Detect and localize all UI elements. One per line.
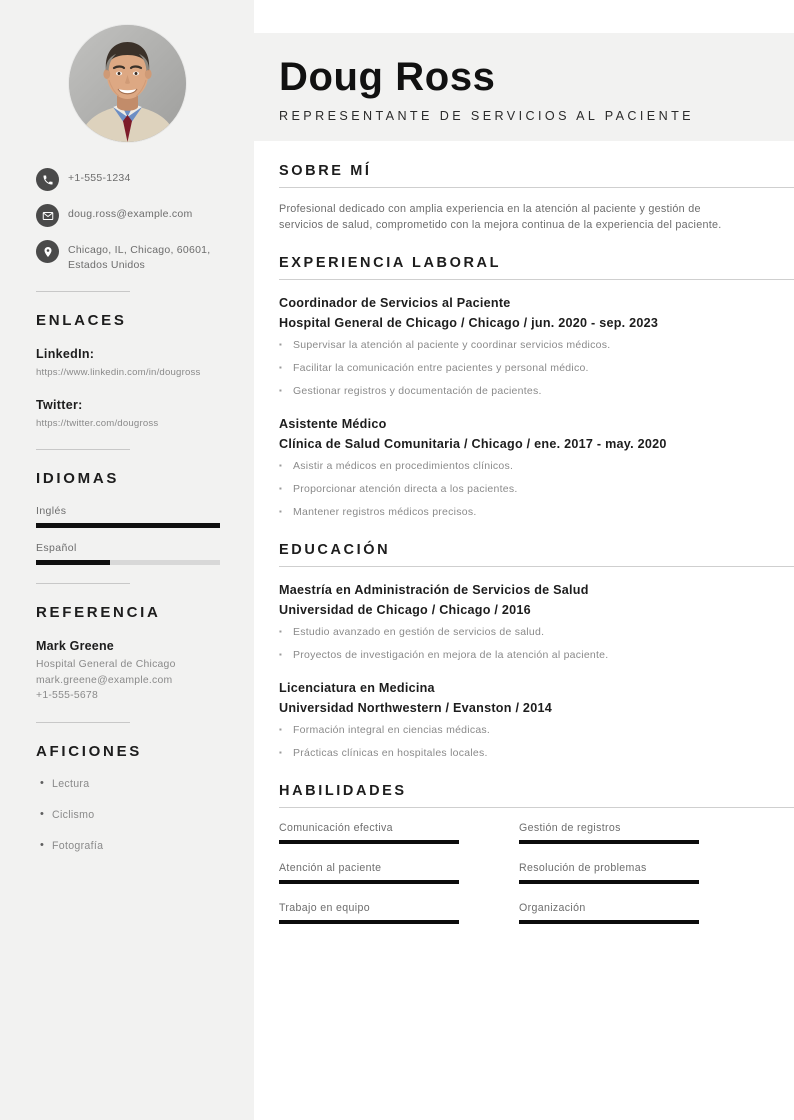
skill-level-track <box>279 840 459 844</box>
phone-icon <box>36 168 59 191</box>
sidebar-divider <box>36 449 130 450</box>
skill-name: Comunicación efectiva <box>279 822 393 834</box>
section-about <box>279 163 794 233</box>
email-icon <box>36 204 59 227</box>
language-level-fill <box>36 523 220 528</box>
skills-grid <box>279 822 794 942</box>
entry-title: Asistente Médico <box>279 417 387 431</box>
entry-bullet: ▪ Asistir a médicos en procedimientos clínicos. <box>279 459 794 474</box>
entry-title: Maestría en Administración de Servicios de Salud <box>279 583 589 597</box>
entry-bullet: ▪ Mantener registros médicos precisos. <box>279 505 794 520</box>
skill-name: Trabajo en equipo <box>279 902 370 914</box>
link-url-twitter[interactable]: https://twitter.com/dougross <box>36 418 159 429</box>
entry-bullet: ▪ Formación integral en ciencias médicas. <box>279 723 794 738</box>
contact-phone-value: +1-555-1234 <box>68 172 131 184</box>
contact-row-phone[interactable] <box>36 168 240 191</box>
skill-name: Gestión de registros <box>519 822 621 834</box>
reference-name: Mark Greene <box>36 639 114 653</box>
list-item: • Ciclismo <box>40 809 238 821</box>
sidebar <box>0 0 254 1120</box>
skill-item <box>279 862 459 884</box>
main-sections <box>254 163 794 942</box>
link-label-twitter: Twitter: <box>36 398 83 412</box>
skill-level-fill <box>279 920 459 924</box>
job-title: REPRESENTANTE DE SERVICIOS AL PACIENTE <box>279 109 694 123</box>
skill-level-track <box>519 840 699 844</box>
contact-email-value: doug.ross@example.com <box>68 208 193 220</box>
reference-block <box>0 639 254 704</box>
list-item: • Lectura <box>40 778 238 790</box>
skill-level-fill <box>519 880 699 884</box>
entry-bullet: ▪ Proyectos de investigación en mejora de la atención al paciente. <box>279 648 794 663</box>
entry-bullet: ▪ Proporcionar atención directa a los pacientes. <box>279 482 794 497</box>
skill-level-fill <box>519 920 699 924</box>
section-skills <box>279 783 794 942</box>
entry-meta: Hospital General de Chicago / Chicago / jun. 2020 - sep. 2023 <box>279 316 659 330</box>
entry-title: Coordinador de Servicios al Paciente <box>279 296 511 310</box>
section-rule <box>279 807 794 808</box>
sidebar-heading-reference: REFERENCIA <box>36 604 161 621</box>
skill-name: Atención al paciente <box>279 862 382 874</box>
section-experience <box>279 255 794 520</box>
section-heading-experience: EXPERIENCIA LABORAL <box>279 255 502 271</box>
skill-level-track <box>519 880 699 884</box>
section-heading-about: SOBRE MÍ <box>279 163 372 179</box>
sidebar-divider <box>36 722 130 723</box>
section-rule <box>279 566 794 567</box>
entry-bullet: ▪ Supervisar la atención al paciente y coordinar servicios médicos. <box>279 338 794 353</box>
skill-level-fill <box>279 880 459 884</box>
sidebar-heading-links: ENLACES <box>36 312 127 329</box>
contact-list <box>0 168 254 273</box>
language-name: Español <box>36 542 77 554</box>
profile-photo <box>69 25 186 142</box>
section-heading-education: EDUCACIÓN <box>279 542 391 558</box>
about-text: Profesional dedicado con amplia experiencia en la atención al paciente y gestión de servicios de salud, comprometido con la mejora continua de la experiencia del paciente. <box>279 203 722 231</box>
header-band <box>254 33 794 141</box>
contact-location-value: Chicago, IL, Chicago, 60601, Estados Unidos <box>68 244 211 271</box>
language-item-english <box>0 505 254 528</box>
language-item-spanish <box>0 542 254 565</box>
sidebar-heading-hobbies: AFICIONES <box>36 742 142 760</box>
contact-row-email[interactable] <box>36 204 240 227</box>
skill-level-fill <box>519 840 699 844</box>
language-name: Inglés <box>36 505 67 517</box>
skill-level-fill <box>279 840 459 844</box>
skill-name: Resolución de problemas <box>519 862 647 874</box>
entry-title: Licenciatura en Medicina <box>279 681 435 695</box>
experience-entry <box>279 415 794 520</box>
location-icon <box>36 240 59 263</box>
experience-entry <box>279 294 794 399</box>
skill-level-track <box>279 920 459 924</box>
link-label-linkedin: LinkedIn: <box>36 347 95 361</box>
skill-item <box>279 902 459 924</box>
reference-company: Hospital General de Chicago <box>36 659 176 670</box>
hobby-list <box>0 778 254 852</box>
skill-item <box>519 862 699 884</box>
language-level-track <box>36 523 220 528</box>
reference-email[interactable]: mark.greene@example.com <box>36 674 173 686</box>
link-item-linkedin[interactable] <box>0 347 254 380</box>
sidebar-divider <box>36 291 130 292</box>
skill-level-track <box>519 920 699 924</box>
entry-bullet: ▪ Estudio avanzado en gestión de servicios de salud. <box>279 625 794 640</box>
entry-meta: Universidad Northwestern / Evanston / 2014 <box>279 701 552 715</box>
language-level-fill <box>36 560 110 565</box>
entry-bullet: ▪ Facilitar la comunicación entre pacientes y personal médico. <box>279 361 794 376</box>
skill-item <box>519 902 699 924</box>
page-title: Doug Ross <box>279 55 496 99</box>
sidebar-divider <box>36 583 130 584</box>
sidebar-heading-languages: IDIOMAS <box>36 470 120 487</box>
section-rule <box>279 187 794 188</box>
section-education <box>279 542 794 761</box>
skill-item <box>519 822 699 844</box>
skill-item <box>279 822 459 844</box>
link-item-twitter[interactable] <box>0 398 254 431</box>
section-heading-skills: HABILIDADES <box>279 783 407 799</box>
contact-row-location[interactable] <box>36 240 240 273</box>
skill-level-track <box>279 880 459 884</box>
profile-photo-wrapper <box>0 25 254 142</box>
entry-bullet: ▪ Prácticas clínicas en hospitales locales. <box>279 746 794 761</box>
link-url-linkedin[interactable]: https://www.linkedin.com/in/dougross <box>36 367 201 378</box>
education-entry <box>279 581 794 663</box>
entry-meta: Universidad de Chicago / Chicago / 2016 <box>279 603 531 617</box>
skill-name: Organización <box>519 902 586 914</box>
section-rule <box>279 279 794 280</box>
language-level-track <box>36 560 220 565</box>
education-entry <box>279 679 794 761</box>
main-content <box>254 0 794 1120</box>
reference-phone[interactable]: +1-555-5678 <box>36 690 98 701</box>
entry-bullet: ▪ Gestionar registros y documentación de pacientes. <box>279 384 794 399</box>
entry-meta: Clínica de Salud Comunitaria / Chicago / ene. 2017 - may. 2020 <box>279 437 667 451</box>
list-item: • Fotografía <box>40 840 238 852</box>
